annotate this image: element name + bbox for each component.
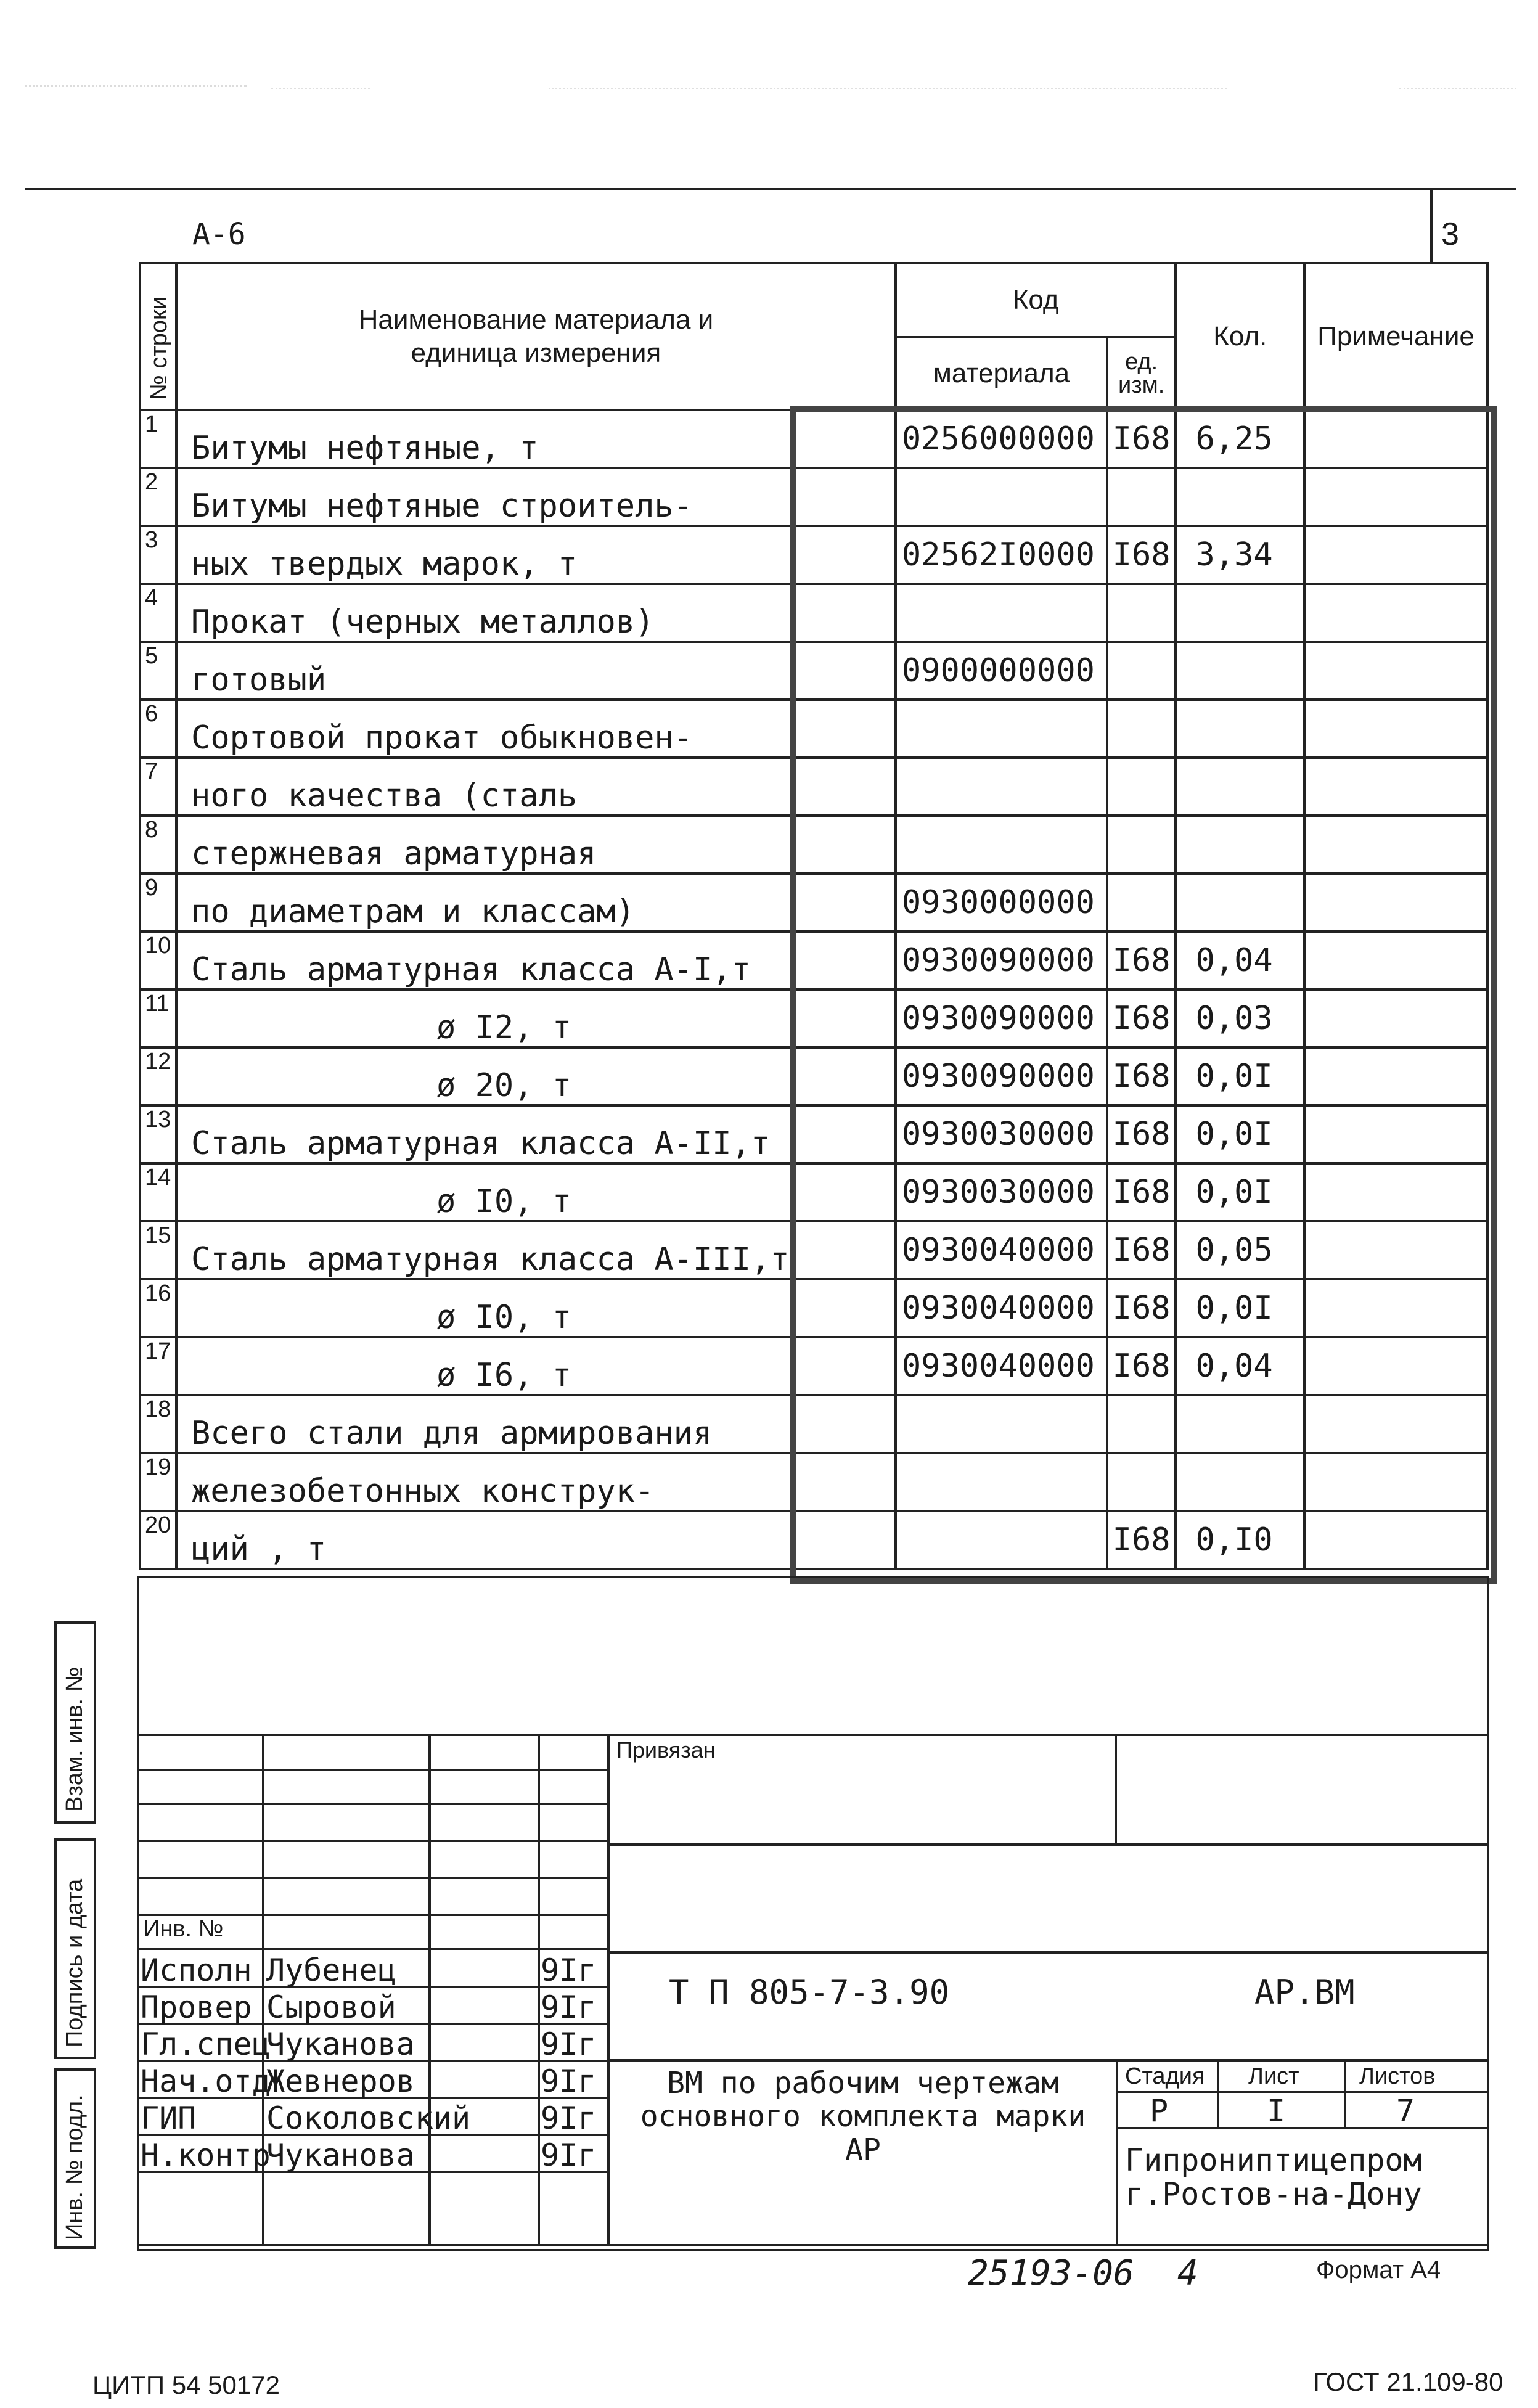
stamp-privyazan-v (1115, 1734, 1117, 1843)
row-number: 5 (140, 642, 176, 700)
stamp-stage: Р (1150, 2093, 1169, 2129)
stamp-h4 (137, 1877, 607, 1879)
stamp-role: Н.контр (141, 2137, 271, 2173)
stamp-right-h3 (607, 2059, 1487, 2062)
stamp-person-row (137, 2099, 607, 2136)
stamp-sheet-label: Лист (1248, 2063, 1299, 2089)
material-name: стержневая арматурная (176, 816, 896, 874)
handwritten-number: 25193-06 (968, 2253, 1134, 2293)
stamp-date: 9Iг (541, 2100, 597, 2136)
unit-code: I68 (1107, 989, 1176, 1047)
stamp-role: Нач.отд (141, 2063, 271, 2099)
material-name: Прокат (черных металлов) (176, 584, 896, 642)
material-name: ций , т (176, 1511, 896, 1569)
row-number: 6 (140, 700, 176, 758)
material-name: готовый (176, 642, 896, 700)
row-number: 19 (140, 1453, 176, 1511)
row-number: 16 (140, 1279, 176, 1337)
row-number: 8 (140, 816, 176, 874)
header-row-no: № строки (146, 297, 172, 400)
stamp-org1: Гипрониптицепром (1125, 2142, 1422, 2178)
row-number: 14 (140, 1163, 176, 1221)
material-name: по диаметрам и классам) (176, 874, 896, 932)
row-number: 2 (140, 468, 176, 526)
material-name: ных твердых марок, т (176, 526, 896, 584)
header-name: Наименование материала и единица измерения (176, 263, 896, 410)
material-code: 0930040000 (896, 1279, 1107, 1337)
material-code: 0930090000 (896, 932, 1107, 989)
material-name: железобетонных конструк- (176, 1453, 896, 1511)
unit-code: I68 (1107, 410, 1176, 468)
material-name: Битумы нефтяные, т (176, 410, 896, 468)
scan-noise (25, 74, 1516, 99)
stamp-h2 (137, 1803, 607, 1805)
stamp-date: 9Iг (541, 2137, 597, 2173)
stamp-top-line (137, 1734, 1487, 1736)
footer-right: ГОСТ 21.109-80 (1313, 2367, 1503, 2396)
material-code: 0930040000 (896, 1221, 1107, 1279)
stamp-date: 9Iг (541, 2026, 597, 2062)
row-number: 17 (140, 1337, 176, 1395)
unit-code: I68 (1107, 932, 1176, 989)
material-name: Сталь арматурная класса А-III,т (176, 1221, 896, 1279)
material-code: 02562I0000 (896, 526, 1107, 584)
stamp-sheets: 7 (1396, 2093, 1415, 2129)
material-name: Битумы нефтяные строитель- (176, 468, 896, 526)
stamp-right-h2 (607, 1951, 1487, 1954)
header-note: Примечание (1304, 263, 1487, 410)
row-number: 12 (140, 1047, 176, 1105)
material-name: ø I0, т (176, 1163, 896, 1221)
stamp-person-row (137, 2136, 607, 2173)
material-code: 0900000000 (896, 642, 1107, 700)
material-code: 0930090000 (896, 989, 1107, 1047)
stamp-right-h1 (607, 1843, 1487, 1846)
unit-code: I68 (1107, 1105, 1176, 1163)
stamp-name: Чуканова (266, 2026, 415, 2062)
material-code: 0930030000 (896, 1105, 1107, 1163)
stamp-role: Провер (141, 1989, 252, 2025)
stamp-privyazan: Привязан (616, 1737, 716, 1763)
header-code-unit: ед. изм. (1107, 337, 1176, 410)
side-inv-box (54, 2068, 96, 2249)
row-number: 10 (140, 932, 176, 989)
material-name: ного качества (сталь (176, 758, 896, 816)
quantity: 0,0I (1176, 1163, 1304, 1221)
unit-code: I68 (1107, 1337, 1176, 1395)
stamp-date: 9Iг (541, 1952, 597, 1988)
unit-code: I68 (1107, 1279, 1176, 1337)
stamp-designation: Т П 805-7-3.90 (669, 1973, 950, 2012)
stamp-person-row (137, 2062, 607, 2099)
quantity: 0,0I (1176, 1047, 1304, 1105)
unit-code: I68 (1107, 1163, 1176, 1221)
row-number: 13 (140, 1105, 176, 1163)
frame-top-line (25, 188, 1516, 190)
material-name: Сталь арматурная класса А-II,т (176, 1105, 896, 1163)
quantity: 0,03 (1176, 989, 1304, 1047)
material-name: Сталь арматурная класса А-I,т (176, 932, 896, 989)
stamp-role: Гл.спец (141, 2026, 271, 2062)
stamp-title-v (1116, 2059, 1118, 2244)
material-code: 0256000000 (896, 410, 1107, 468)
stamp-title: ВМ по рабочим чертежам основного комплекта марки АР (640, 2066, 1086, 2167)
stamp-h6 (137, 1948, 607, 1950)
data-thick-border (790, 406, 1497, 1584)
stamp-date: 9Iг (541, 2063, 597, 2099)
stamp-h1 (137, 1769, 607, 1771)
stamp-sheets-label: Листов (1359, 2063, 1436, 2089)
header-code: Код (896, 263, 1176, 337)
header-code-material: материала (896, 337, 1107, 410)
stamp-h7 (137, 2244, 1487, 2246)
unit-code: I68 (1107, 1511, 1176, 1569)
header-qty: Кол. (1176, 263, 1304, 410)
side-vzam-box (54, 1621, 96, 1824)
stamp-name: Чуканова (266, 2137, 415, 2173)
stamp-h3 (137, 1840, 607, 1842)
row-number: 4 (140, 584, 176, 642)
stamp-stage-h2 (1116, 2127, 1487, 2129)
side-podpis: Подпись и дата (62, 1878, 88, 2047)
footer-left: ЦИТП 54 50172 (92, 2370, 280, 2399)
row-number: 9 (140, 874, 176, 932)
stamp-date: 9Iг (541, 1989, 597, 2025)
side-inv-podl: Инв. № подл. (62, 2094, 88, 2240)
unit-code: I68 (1107, 1221, 1176, 1279)
material-name: ø 20, т (176, 1047, 896, 1105)
stamp-person-row (137, 1951, 607, 1988)
stamp-v4 (607, 1734, 610, 2246)
row-number: 20 (140, 1511, 176, 1569)
row-number: 7 (140, 758, 176, 816)
stamp-people (137, 1951, 607, 2173)
stamp-stage-v1 (1217, 2059, 1219, 2127)
unit-code: I68 (1107, 1047, 1176, 1105)
quantity: 6,25 (1176, 410, 1304, 468)
unit-code: I68 (1107, 526, 1176, 584)
material-name: ø I6, т (176, 1337, 896, 1395)
page-number: 3 (1441, 216, 1459, 252)
header-row-no-cell (140, 263, 176, 410)
stamp-mark: АР.ВМ (1254, 1973, 1355, 2012)
stamp-name: Лубенец (266, 1952, 396, 1988)
stamp-stage-h1 (1116, 2091, 1487, 2093)
quantity: 0,I0 (1176, 1511, 1304, 1569)
stamp-stage-v2 (1344, 2059, 1346, 2127)
material-code: 0930040000 (896, 1337, 1107, 1395)
material-code: 0930090000 (896, 1047, 1107, 1105)
material-code: 0930030000 (896, 1163, 1107, 1221)
quantity: 0,04 (1176, 932, 1304, 989)
stamp-sheet: I (1267, 2093, 1286, 2129)
stamp-inv-no: Инв. № (143, 1916, 224, 1942)
quantity: 3,34 (1176, 526, 1304, 584)
row-number: 1 (140, 410, 176, 468)
handwritten-page: 4 (1177, 2253, 1198, 2293)
material-code: 0930000000 (896, 874, 1107, 932)
sheet-label: А-6 (192, 217, 246, 252)
side-podpis-box (54, 1838, 96, 2059)
format-label: Формат А4 (1316, 2256, 1441, 2283)
material-name: Всего стали для армирования (176, 1395, 896, 1453)
frame-corner-line (1430, 188, 1433, 262)
quantity: 0,0I (1176, 1279, 1304, 1337)
stamp-name: Соколовский (266, 2100, 471, 2136)
row-number: 3 (140, 526, 176, 584)
stamp-name: Жевнеров (266, 2063, 415, 2099)
quantity: 0,0I (1176, 1105, 1304, 1163)
material-name: Сортовой прокат обыкновен- (176, 700, 896, 758)
row-number: 11 (140, 989, 176, 1047)
stamp-person-row (137, 1988, 607, 2025)
stamp-org2: г.Ростов-на-Дону (1125, 2176, 1422, 2212)
stamp-stage-label: Стадия (1125, 2063, 1205, 2089)
side-vzam: Взам. инв. № (62, 1666, 88, 1812)
row-number: 15 (140, 1221, 176, 1279)
material-name: ø I2, т (176, 989, 896, 1047)
quantity: 0,05 (1176, 1221, 1304, 1279)
stamp-person-row (137, 2025, 607, 2062)
row-number: 18 (140, 1395, 176, 1453)
stamp-name: Сыровой (266, 1989, 396, 2025)
stamp-role: Исполн (141, 1952, 252, 1988)
material-name: ø I0, т (176, 1279, 896, 1337)
quantity: 0,04 (1176, 1337, 1304, 1395)
stamp-role: ГИП (141, 2100, 197, 2136)
